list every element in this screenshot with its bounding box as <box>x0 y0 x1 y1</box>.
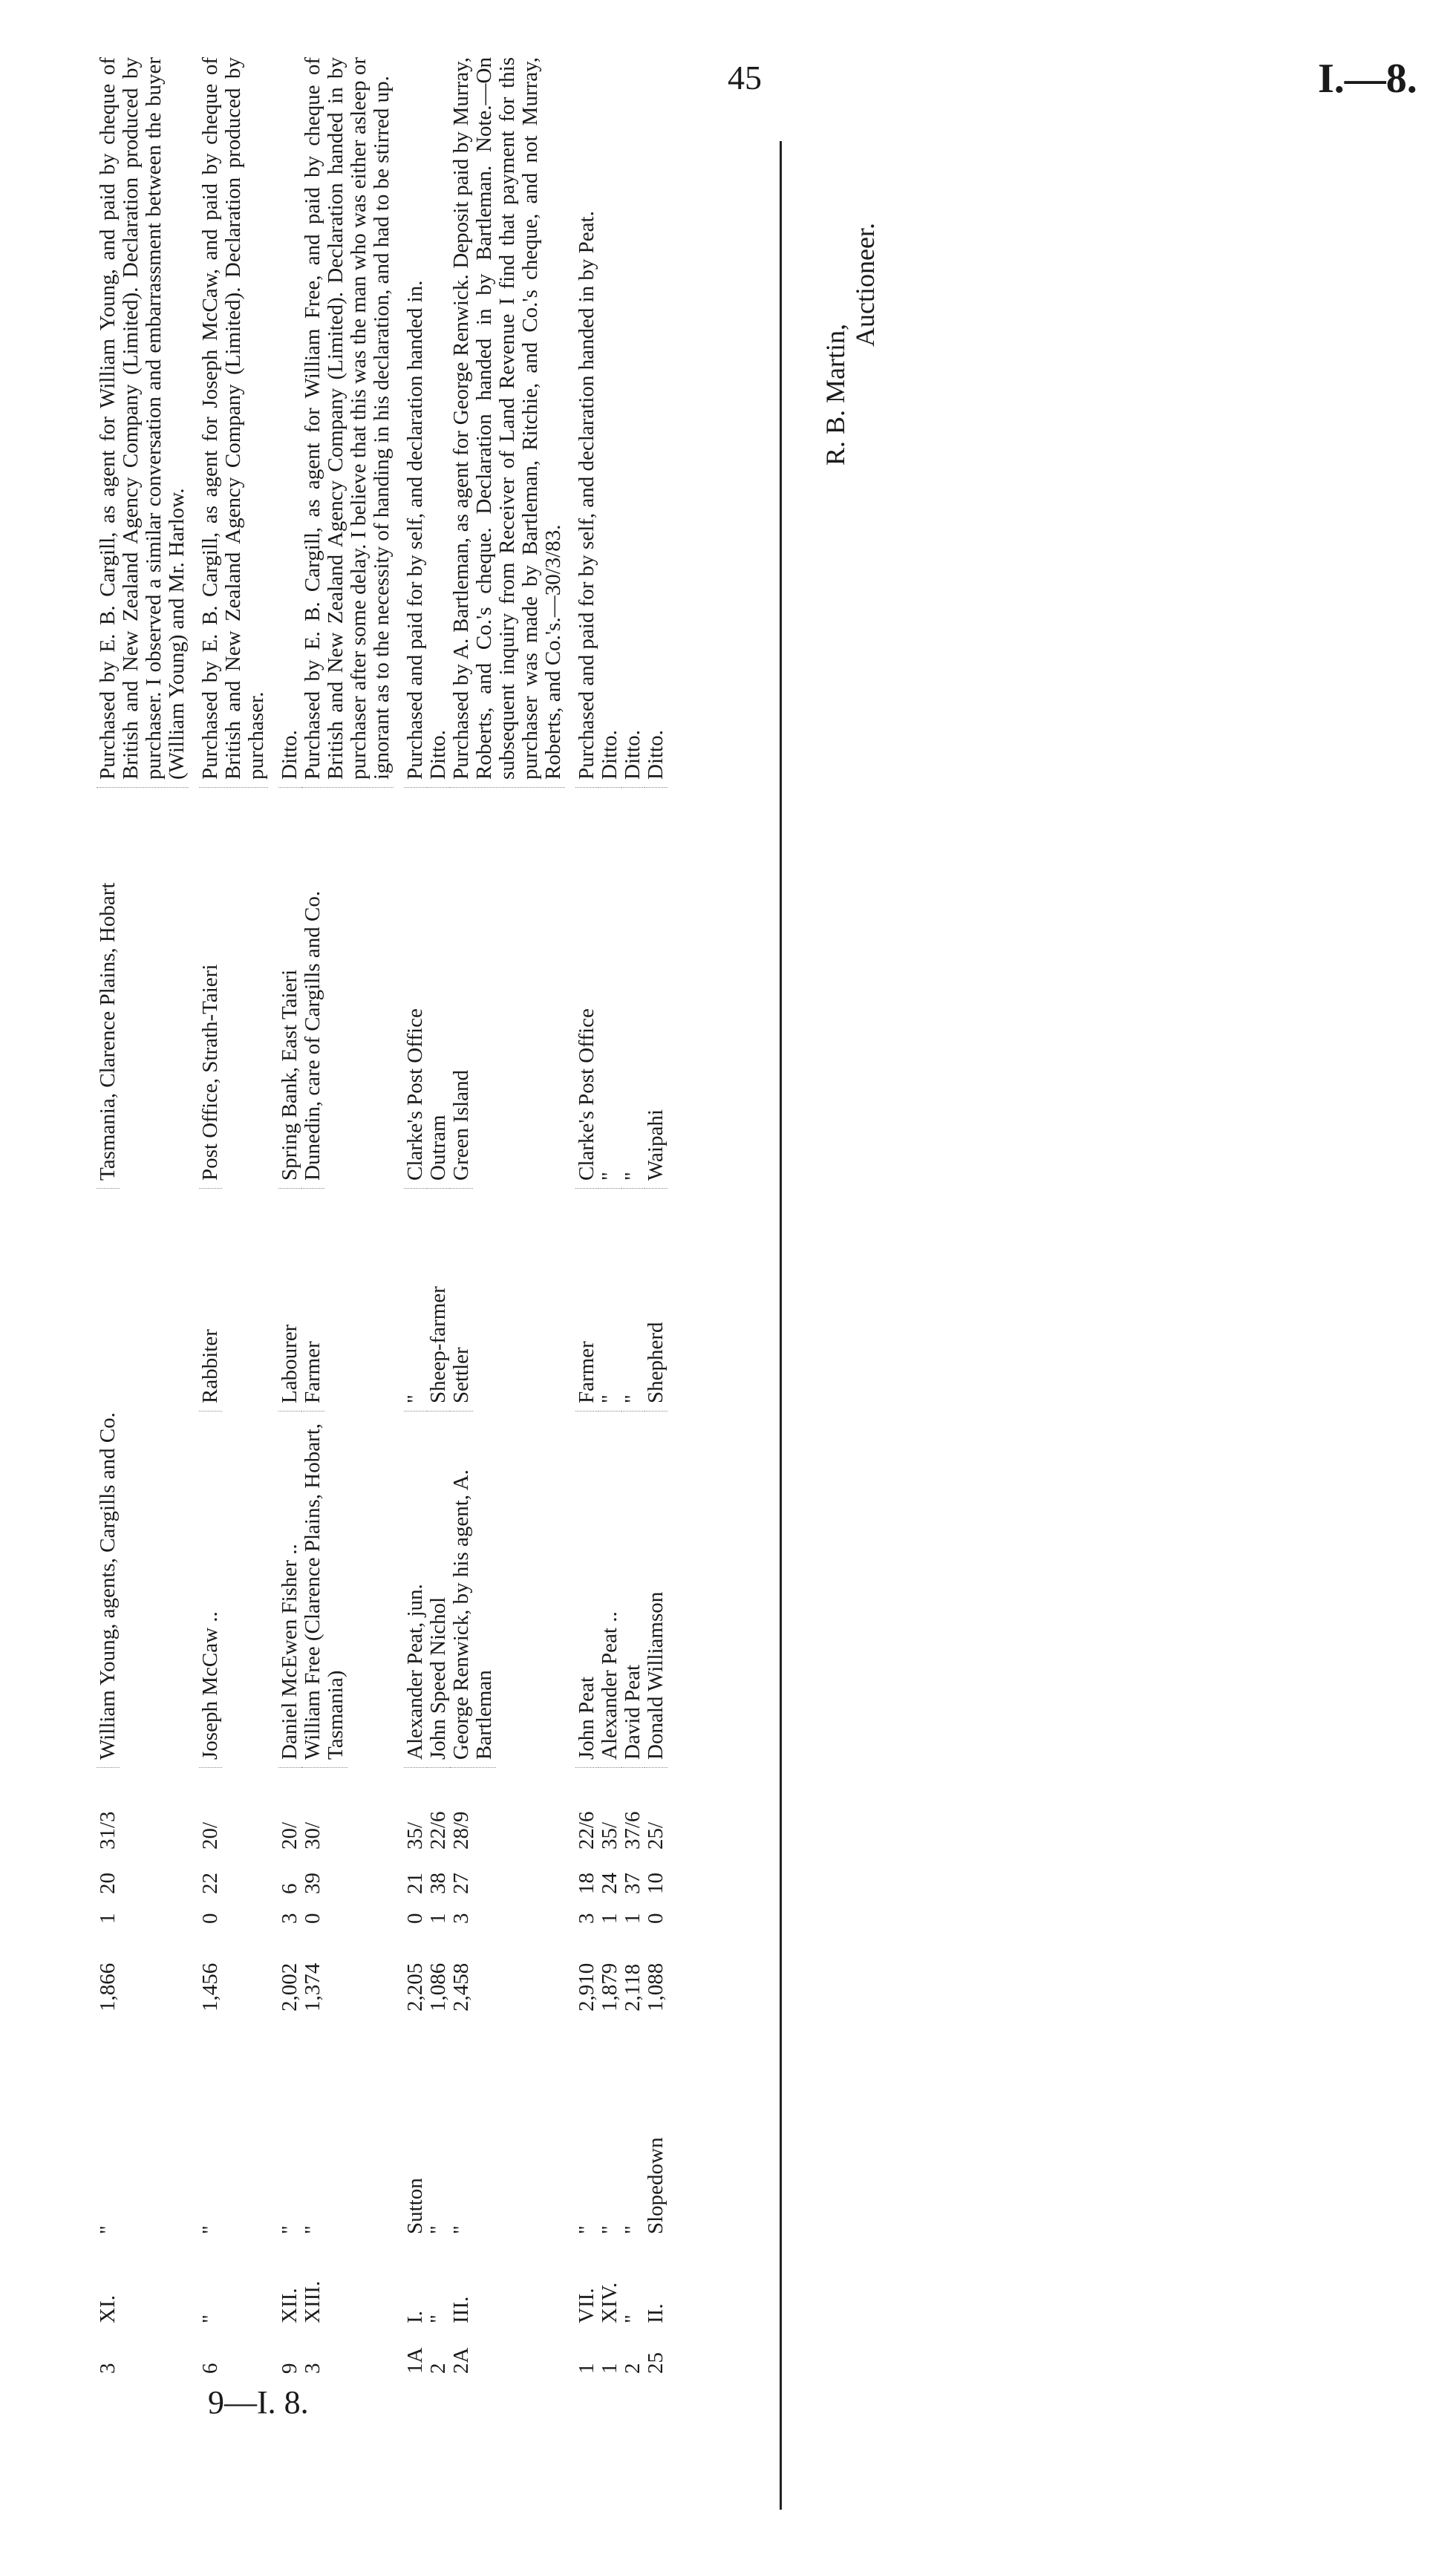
block-cell: " <box>426 2314 450 2323</box>
table-row <box>621 57 644 2374</box>
section-cell: 1 <box>575 2363 598 2374</box>
remarks-cell: Purchased and paid for by self, and declaration handed in by Peat. <box>575 57 598 788</box>
price-cell: 37/6 <box>621 1811 644 1850</box>
purchaser-name-cell: John Speed Nichol <box>427 1412 450 1768</box>
block-cell: " <box>198 2314 222 2323</box>
roods-cell: 0 <box>198 1913 222 1924</box>
signature-block <box>820 223 880 466</box>
remarks-cell: Purchased and paid for by self, and declaration handed in. <box>404 57 427 788</box>
price-cell: 35/ <box>403 1821 427 1850</box>
roods-cell: 0 <box>301 1913 324 1924</box>
remarks-cell: Ditto. <box>621 57 644 788</box>
block-cell: II. <box>644 2303 667 2323</box>
area-cell: 2,002 <box>278 1962 301 2011</box>
roods-cell: 1 <box>598 1913 621 1924</box>
price-cell: 28/9 <box>449 1811 473 1850</box>
occupation-cell: " <box>621 1189 644 1412</box>
occupation-cell: Sheep-farmer <box>427 1189 450 1412</box>
perches-cell: 20 <box>96 1873 120 1894</box>
district-cell: Slopedown <box>644 2137 667 2234</box>
signature-title: Auctioneer. <box>850 223 880 347</box>
district-cell: " <box>426 2225 450 2234</box>
district-cell: " <box>278 2225 301 2234</box>
roods-cell: 1 <box>621 1913 644 1924</box>
signature-name: R. B. Martin, <box>820 323 850 466</box>
block-cell: " <box>621 2314 644 2323</box>
district-cell: " <box>621 2225 644 2234</box>
section-cell: 3 <box>301 2363 324 2374</box>
price-cell: 30/ <box>301 1821 324 1850</box>
table-row <box>644 57 667 2374</box>
area-cell: 2,458 <box>449 1962 473 2011</box>
perches-cell: 21 <box>403 1873 427 1894</box>
remarks-cell: Purchased by E. B. Cargill, as agent for William Free, and paid by cheque of British and New Zealand Agency Company (Limited). Declaration handed in by purchaser after some delay. I believe that this was the man who was either asleep or ignorant as to the necessity of handing in his declaration, and had to be stirred up. <box>301 57 394 788</box>
block-cell: I. <box>403 2311 427 2323</box>
roods-cell: 1 <box>426 1913 450 1924</box>
purchaser-name-cell: Daniel McEwen Fisher .. <box>278 1412 301 1768</box>
district-cell: " <box>598 2225 621 2234</box>
occupation-cell: " <box>404 1189 427 1412</box>
price-cell: 20/ <box>278 1821 301 1850</box>
purchaser-name-cell: John Peat <box>575 1412 598 1768</box>
price-cell: 22/6 <box>575 1811 598 1850</box>
area-cell: 1,088 <box>644 1962 667 2011</box>
price-cell: 20/ <box>198 1821 222 1850</box>
table-row <box>575 57 598 2374</box>
address-cell: Dunedin, care of Cargills and Co. <box>301 788 324 1189</box>
roods-cell: 3 <box>278 1913 301 1924</box>
table-row <box>598 57 621 2374</box>
perches-cell: 39 <box>301 1873 324 1894</box>
address-cell: Outram <box>427 788 450 1189</box>
occupation-cell: Farmer <box>301 1189 324 1412</box>
area-cell: 1,456 <box>198 1962 222 2011</box>
purchaser-name-cell: Alexander Peat, jun. <box>404 1412 427 1768</box>
section-cell: 9 <box>278 2363 301 2374</box>
address-cell: Clarke's Post Office <box>404 788 427 1189</box>
perches-cell: 27 <box>449 1873 473 1894</box>
area-cell: 2,118 <box>621 1963 644 2011</box>
perches-cell: 37 <box>621 1873 644 1894</box>
occupation-cell: Labourer <box>278 1189 301 1412</box>
area-cell: 1,879 <box>598 1962 621 2011</box>
block-cell: VII. <box>575 2288 598 2323</box>
section-cell: 25 <box>644 2352 667 2374</box>
area-cell: 2,910 <box>575 1962 598 2011</box>
address-cell: Waipahi <box>644 788 667 1189</box>
roods-cell: 3 <box>449 1913 473 1924</box>
block-cell: III. <box>449 2296 473 2323</box>
address-cell: " <box>598 788 621 1189</box>
block-cell: XII. <box>278 2288 301 2323</box>
purchaser-name-cell: William Young, agents, Cargills and Co. <box>97 1412 120 1768</box>
occupation-cell: " <box>598 1189 621 1412</box>
remarks-cell: Purchased by A. Bartleman, as agent for George Renwick. Deposit paid by Murray, Roberts, and Co.'s cheque. Declaration handed in by Bartleman. Note.—On subsequent inquiry from Receiver of Land Revenue I find that payment for this purchaser was made by Bartleman, Ritchie, and Co.'s cheque, and not Murray, Roberts, and Co.'s.—30/3/83. <box>450 57 565 788</box>
section-cell: 2 <box>426 2363 450 2374</box>
perches-cell: 10 <box>644 1873 667 1894</box>
perches-cell: 22 <box>198 1873 222 1894</box>
purchaser-name-cell: Alexander Peat .. <box>598 1412 621 1768</box>
section-cell: 2A <box>449 2347 473 2374</box>
perches-cell: 38 <box>426 1873 450 1894</box>
district-cell: " <box>575 2225 598 2234</box>
price-cell: 22/6 <box>426 1811 450 1850</box>
occupation-cell: Settler <box>450 1189 473 1412</box>
occupation-cell: Rabbiter <box>199 1189 222 1412</box>
perches-cell: 24 <box>598 1873 621 1894</box>
purchaser-name-cell: William Free (Clarence Plains, Hobart, Tasmania) <box>301 1412 347 1768</box>
district-cell: " <box>198 2225 222 2234</box>
purchaser-name-cell: David Peat <box>621 1412 644 1768</box>
remarks-cell: Ditto. <box>278 57 301 788</box>
table-row <box>97 57 189 2374</box>
perches-cell: 6 <box>278 1883 301 1894</box>
address-cell: Clarke's Post Office <box>575 788 598 1189</box>
section-cell: 3 <box>96 2363 120 2374</box>
address-cell: " <box>621 788 644 1189</box>
sheet-mark: 9—I. 8. <box>208 2384 309 2421</box>
section-cell: 2 <box>621 2363 644 2374</box>
purchaser-name-cell: Donald Williamson <box>644 1412 667 1768</box>
remarks-cell: Purchased by E. B. Cargill, as agent for William Young, and paid by cheque of British and New Zealand Agency Company (Limited). Declaration produced by purchaser. I observed a similar conversation and embarrassment between the buyer (William Young) and Mr. Harlow. <box>97 57 189 788</box>
document-reference: I.—8. <box>1318 56 1417 102</box>
address-cell: Spring Bank, East Taieri <box>278 788 301 1189</box>
remarks-cell: Ditto. <box>427 57 450 788</box>
district-cell: " <box>301 2225 324 2234</box>
table-row <box>301 57 394 2374</box>
occupation-cell: Farmer <box>575 1189 598 1412</box>
address-cell: Tasmania, Clarence Plains, Hobart <box>97 788 120 1189</box>
district-cell: " <box>96 2225 120 2234</box>
address-cell: Green Island <box>450 788 473 1189</box>
roods-cell: 1 <box>96 1913 120 1924</box>
table-row <box>278 57 301 2374</box>
section-cell: 6 <box>198 2363 222 2374</box>
page-number: 45 <box>728 59 762 97</box>
roods-cell: 3 <box>575 1913 598 1924</box>
roods-cell: 0 <box>403 1913 427 1924</box>
block-cell: XIII. <box>301 2280 324 2323</box>
table-row <box>427 57 450 2374</box>
block-cell: XI. <box>96 2295 120 2323</box>
land-sales-table <box>97 57 667 2374</box>
section-cell: 1A <box>403 2347 427 2374</box>
roods-cell: 0 <box>644 1913 667 1924</box>
price-cell: 31/3 <box>96 1811 120 1850</box>
section-cell: 1 <box>598 2363 621 2374</box>
area-cell: 1,374 <box>301 1962 324 2011</box>
address-cell: Post Office, Strath-Taieri <box>199 788 222 1189</box>
area-cell: 1,866 <box>96 1962 120 2011</box>
purchaser-name-cell: Joseph McCaw .. <box>199 1412 222 1768</box>
price-cell: 35/ <box>598 1821 621 1850</box>
table-row <box>404 57 427 2374</box>
purchaser-name-cell: George Renwick, by his agent, A. Bartleman <box>450 1412 496 1768</box>
table-row <box>450 57 565 2374</box>
table-row <box>199 57 268 2374</box>
occupation-cell: Shepherd <box>644 1189 667 1412</box>
area-cell: 1,086 <box>426 1962 450 2011</box>
area-cell: 2,205 <box>403 1962 427 2011</box>
block-cell: XIV. <box>598 2282 621 2323</box>
remarks-cell: Purchased by E. B. Cargill, as agent for Joseph McCaw, and paid by cheque of British and New Zealand Agency Company (Limited). Declaration produced by purchaser. <box>199 57 268 788</box>
price-cell: 25/ <box>644 1821 667 1850</box>
remarks-cell: Ditto. <box>644 57 667 788</box>
remarks-cell: Ditto. <box>598 57 621 788</box>
district-cell: " <box>449 2225 473 2234</box>
district-cell: Sutton <box>403 2178 427 2234</box>
perches-cell: 18 <box>575 1873 598 1894</box>
